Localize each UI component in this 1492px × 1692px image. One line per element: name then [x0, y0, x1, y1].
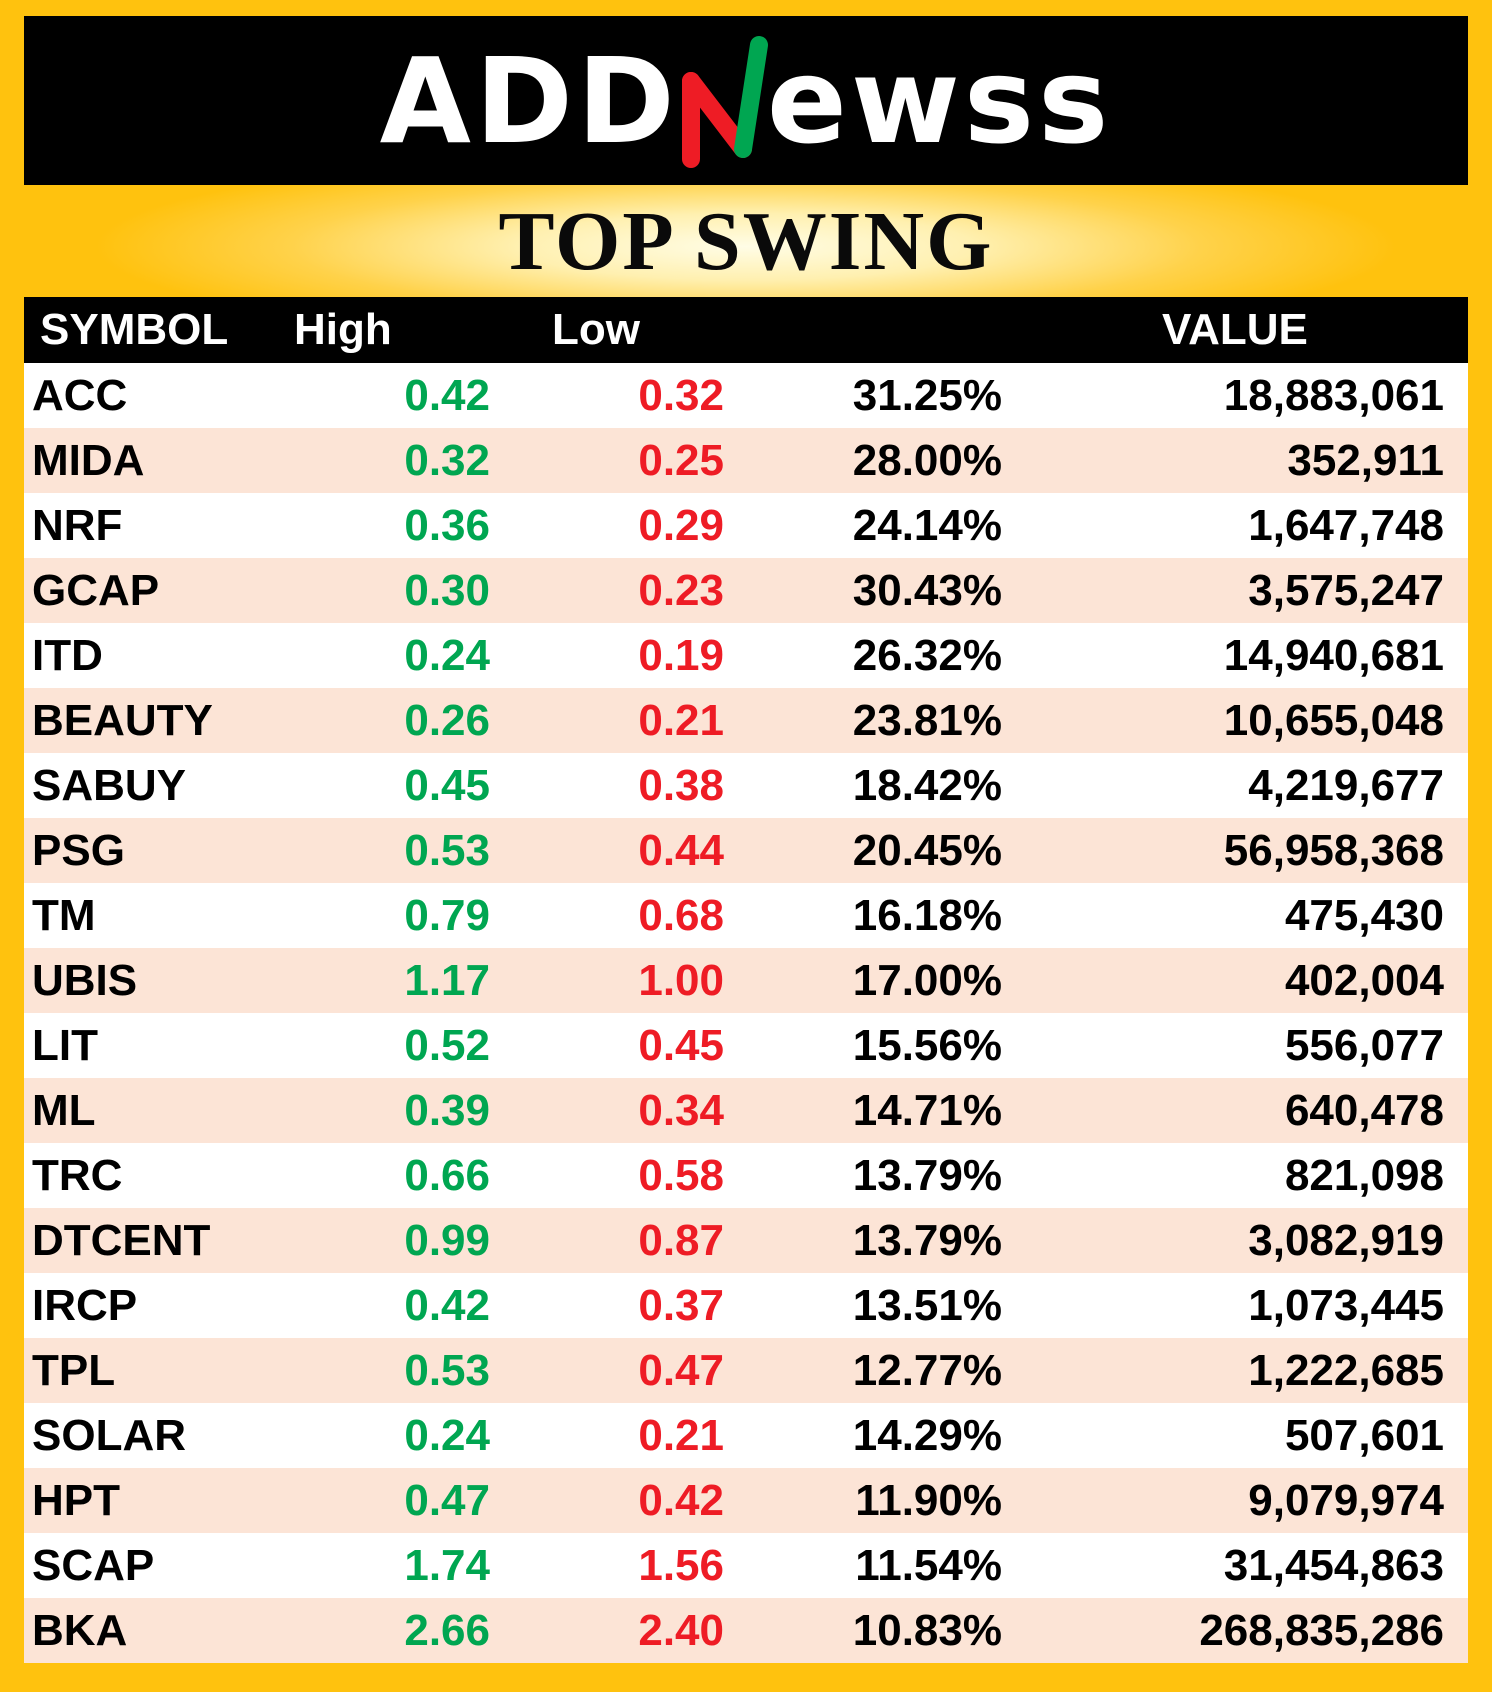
- table-row: [24, 363, 1468, 428]
- cell-symbol: HPT: [32, 1475, 120, 1525]
- cell-high: 0.47: [404, 1475, 490, 1525]
- cell-symbol: TRC: [32, 1150, 123, 1200]
- cell-low: 0.37: [638, 1280, 724, 1330]
- cell-value: 556,077: [1284, 1020, 1444, 1070]
- cell-symbol: BKA: [32, 1605, 128, 1655]
- cell-symbol: SABUY: [32, 760, 187, 810]
- cell-swing-pct: 13.51%: [852, 1280, 1002, 1330]
- cell-swing-pct: 16.18%: [852, 890, 1002, 940]
- cell-low: 0.32: [638, 370, 724, 420]
- col-header-low: Low: [552, 305, 640, 354]
- cell-high: 0.42: [404, 1280, 490, 1330]
- table-row: [24, 1338, 1468, 1403]
- cell-value: 18,883,061: [1223, 370, 1444, 420]
- cell-value: 4,219,677: [1248, 760, 1444, 810]
- cell-low: 0.42: [638, 1475, 724, 1525]
- cell-swing-pct: 14.29%: [852, 1410, 1002, 1460]
- cell-low: 0.68: [638, 890, 724, 940]
- table-row: [24, 1598, 1468, 1663]
- table-row: [24, 948, 1468, 1013]
- cell-symbol: IRCP: [32, 1280, 138, 1330]
- cell-symbol: LIT: [32, 1020, 98, 1070]
- table-row: [24, 1273, 1468, 1338]
- cell-low: 0.23: [638, 565, 724, 615]
- cell-value: 402,004: [1284, 955, 1444, 1005]
- addnewss-logo: [380, 31, 1113, 171]
- cell-high: 0.36: [404, 500, 490, 550]
- cell-symbol: ACC: [32, 370, 128, 420]
- cell-swing-pct: 11.54%: [855, 1540, 1002, 1590]
- cell-symbol: PSG: [32, 825, 125, 875]
- cell-value: 1,222,685: [1248, 1345, 1444, 1395]
- table-row: [24, 493, 1468, 558]
- table-row: [24, 688, 1468, 753]
- cell-swing-pct: 31.25%: [852, 370, 1002, 420]
- logo-n-mark-icon: [673, 31, 773, 171]
- logo-text-left: ADD: [379, 31, 679, 170]
- cell-value: 14,940,681: [1223, 630, 1444, 680]
- table-row: [24, 623, 1468, 688]
- cell-high: 0.24: [404, 630, 490, 680]
- cell-high: 0.39: [404, 1085, 490, 1135]
- cell-low: 0.38: [638, 760, 724, 810]
- cell-value: 10,655,048: [1223, 695, 1444, 745]
- table-row: [24, 1403, 1468, 1468]
- cell-low: 0.34: [638, 1085, 724, 1135]
- cell-value: 31,454,863: [1223, 1540, 1444, 1590]
- cell-high: 0.42: [404, 370, 490, 420]
- header-banner: [24, 16, 1468, 185]
- cell-symbol: DTCENT: [32, 1215, 211, 1265]
- cell-low: 0.47: [638, 1345, 724, 1395]
- col-header-value: VALUE: [1162, 305, 1308, 354]
- cell-high: 0.52: [404, 1020, 490, 1070]
- cell-high: 0.30: [404, 565, 490, 615]
- table-row: [24, 753, 1468, 818]
- page-title: TOP SWING: [498, 194, 994, 288]
- cell-symbol: NRF: [32, 500, 123, 550]
- cell-low: 0.44: [638, 825, 724, 875]
- cell-value: 1,073,445: [1248, 1280, 1444, 1330]
- table-row: [24, 428, 1468, 493]
- cell-high: 1.17: [404, 955, 490, 1005]
- cell-value: 475,430: [1284, 890, 1444, 940]
- col-header-pct: [724, 297, 1002, 363]
- cell-value: 1,647,748: [1248, 500, 1444, 550]
- table-row: [24, 1468, 1468, 1533]
- cell-low: 1.00: [638, 955, 724, 1005]
- cell-swing-pct: 10.83%: [852, 1605, 1002, 1655]
- table-row: [24, 1208, 1468, 1273]
- cell-symbol: ITD: [32, 630, 103, 680]
- cell-symbol: GCAP: [32, 565, 160, 615]
- col-header-symbol: SYMBOL: [40, 305, 229, 354]
- cell-low: 0.21: [638, 1410, 724, 1460]
- table-row: [24, 1533, 1468, 1598]
- cell-swing-pct: 28.00%: [852, 435, 1002, 485]
- cell-high: 0.99: [404, 1215, 490, 1265]
- cell-high: 0.45: [404, 760, 490, 810]
- table-header-row: [24, 297, 1468, 363]
- cell-low: 0.21: [638, 695, 724, 745]
- table-row: [24, 1143, 1468, 1208]
- cell-value: 640,478: [1284, 1085, 1444, 1135]
- cell-swing-pct: 15.56%: [852, 1020, 1002, 1070]
- cell-value: 268,835,286: [1199, 1605, 1444, 1655]
- cell-symbol: ML: [32, 1085, 96, 1135]
- cell-swing-pct: 24.14%: [852, 500, 1002, 550]
- cell-low: 0.58: [638, 1150, 724, 1200]
- swing-table: [24, 297, 1468, 1663]
- cell-symbol: MIDA: [32, 435, 145, 485]
- cell-low: 0.87: [638, 1215, 724, 1265]
- cell-low: 0.29: [638, 500, 724, 550]
- table-row: [24, 818, 1468, 883]
- cell-low: 0.25: [638, 435, 724, 485]
- cell-symbol: SCAP: [32, 1540, 155, 1590]
- cell-high: 0.53: [404, 825, 490, 875]
- cell-swing-pct: 14.71%: [852, 1085, 1002, 1135]
- cell-value: 3,575,247: [1248, 565, 1444, 615]
- cell-value: 56,958,368: [1223, 825, 1444, 875]
- title-band: [24, 185, 1468, 297]
- cell-high: 2.66: [404, 1605, 490, 1655]
- cell-high: 0.32: [404, 435, 490, 485]
- cell-low: 2.40: [638, 1605, 724, 1655]
- cell-value: 821,098: [1284, 1150, 1444, 1200]
- cell-value: 3,082,919: [1248, 1215, 1444, 1265]
- cell-symbol: UBIS: [32, 955, 138, 1005]
- cell-high: 0.66: [404, 1150, 490, 1200]
- table-row: [24, 1013, 1468, 1078]
- cell-swing-pct: 30.43%: [852, 565, 1002, 615]
- logo-text-right: ewss: [766, 31, 1113, 170]
- cell-high: 0.79: [404, 890, 490, 940]
- col-header-high: High: [294, 305, 392, 354]
- cell-value: 507,601: [1284, 1410, 1444, 1460]
- cell-value: 9,079,974: [1248, 1475, 1444, 1525]
- cell-swing-pct: 13.79%: [852, 1150, 1002, 1200]
- cell-low: 1.56: [638, 1540, 724, 1590]
- cell-symbol: BEAUTY: [32, 695, 213, 745]
- cell-high: 1.74: [404, 1540, 490, 1590]
- cell-high: 0.24: [404, 1410, 490, 1460]
- cell-symbol: SOLAR: [32, 1410, 186, 1460]
- cell-swing-pct: 12.77%: [852, 1345, 1002, 1395]
- cell-symbol: TPL: [32, 1345, 116, 1395]
- cell-high: 0.26: [404, 695, 490, 745]
- cell-value: 352,911: [1287, 435, 1444, 485]
- cell-swing-pct: 18.42%: [852, 760, 1002, 810]
- table-row: [24, 558, 1468, 623]
- cell-swing-pct: 13.79%: [852, 1215, 1002, 1265]
- cell-swing-pct: 26.32%: [852, 630, 1002, 680]
- cell-high: 0.53: [404, 1345, 490, 1395]
- table-row: [24, 883, 1468, 948]
- cell-swing-pct: 11.90%: [855, 1475, 1002, 1525]
- cell-swing-pct: 17.00%: [852, 955, 1002, 1005]
- cell-swing-pct: 23.81%: [852, 695, 1002, 745]
- cell-symbol: TM: [32, 890, 96, 940]
- cell-low: 0.45: [638, 1020, 724, 1070]
- cell-swing-pct: 20.45%: [852, 825, 1002, 875]
- cell-low: 0.19: [638, 630, 724, 680]
- table-row: [24, 1078, 1468, 1143]
